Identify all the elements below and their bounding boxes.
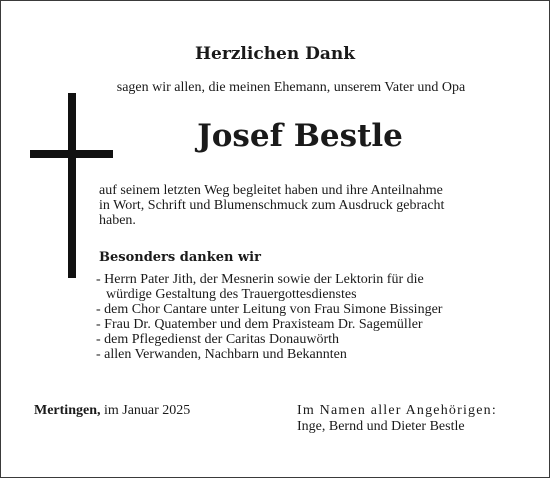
intro-line: sagen wir allen, die meinen Ehemann, unserem Vater und Opa bbox=[116, 80, 466, 95]
place-name: Mertingen, bbox=[34, 403, 101, 418]
notice-heading: Herzlichen Dank bbox=[194, 44, 356, 64]
place-date bbox=[34, 403, 190, 419]
signature-names: Inge, Bernd und Dieter Bestle bbox=[297, 419, 465, 434]
thanks-paragraph bbox=[99, 183, 519, 228]
paragraph-line: auf seinem letzten Weg begleitet haben und ihre Anteilnahme bbox=[99, 183, 443, 198]
list-item bbox=[96, 332, 526, 347]
list-item-text: - dem Chor Cantare unter Leitung von Frau Simone Bissinger bbox=[96, 302, 443, 317]
list-item bbox=[96, 272, 526, 302]
list-item-continuation: würdige Gestaltung des Trauergottesdienstes bbox=[106, 287, 357, 302]
list-item bbox=[96, 302, 526, 317]
deceased-name: Josef Bestle bbox=[197, 118, 403, 154]
paragraph-line: in Wort, Schrift und Blumenschmuck zum Ausdruck gebracht bbox=[99, 198, 445, 213]
signature bbox=[297, 403, 497, 435]
list-item bbox=[96, 317, 526, 332]
thanks-list bbox=[96, 272, 526, 362]
date: im Januar 2025 bbox=[100, 403, 191, 418]
list-item-text: - allen Verwanden, Nachbarn und Bekannten bbox=[96, 347, 347, 362]
paragraph-line: haben. bbox=[99, 213, 136, 228]
list-item bbox=[96, 347, 526, 362]
list-item-text: - Frau Dr. Quatember und dem Praxisteam Dr. Sagemüller bbox=[96, 317, 423, 332]
special-thanks-heading: Besonders danken wir bbox=[99, 250, 261, 265]
signature-line: Im Namen aller Angehörigen: bbox=[297, 403, 497, 418]
list-item-text: - dem Pflegedienst der Caritas Donauwörth bbox=[96, 332, 339, 347]
list-item-text: - Herrn Pater Jith, der Mesnerin sowie der Lektorin für die bbox=[96, 272, 424, 287]
